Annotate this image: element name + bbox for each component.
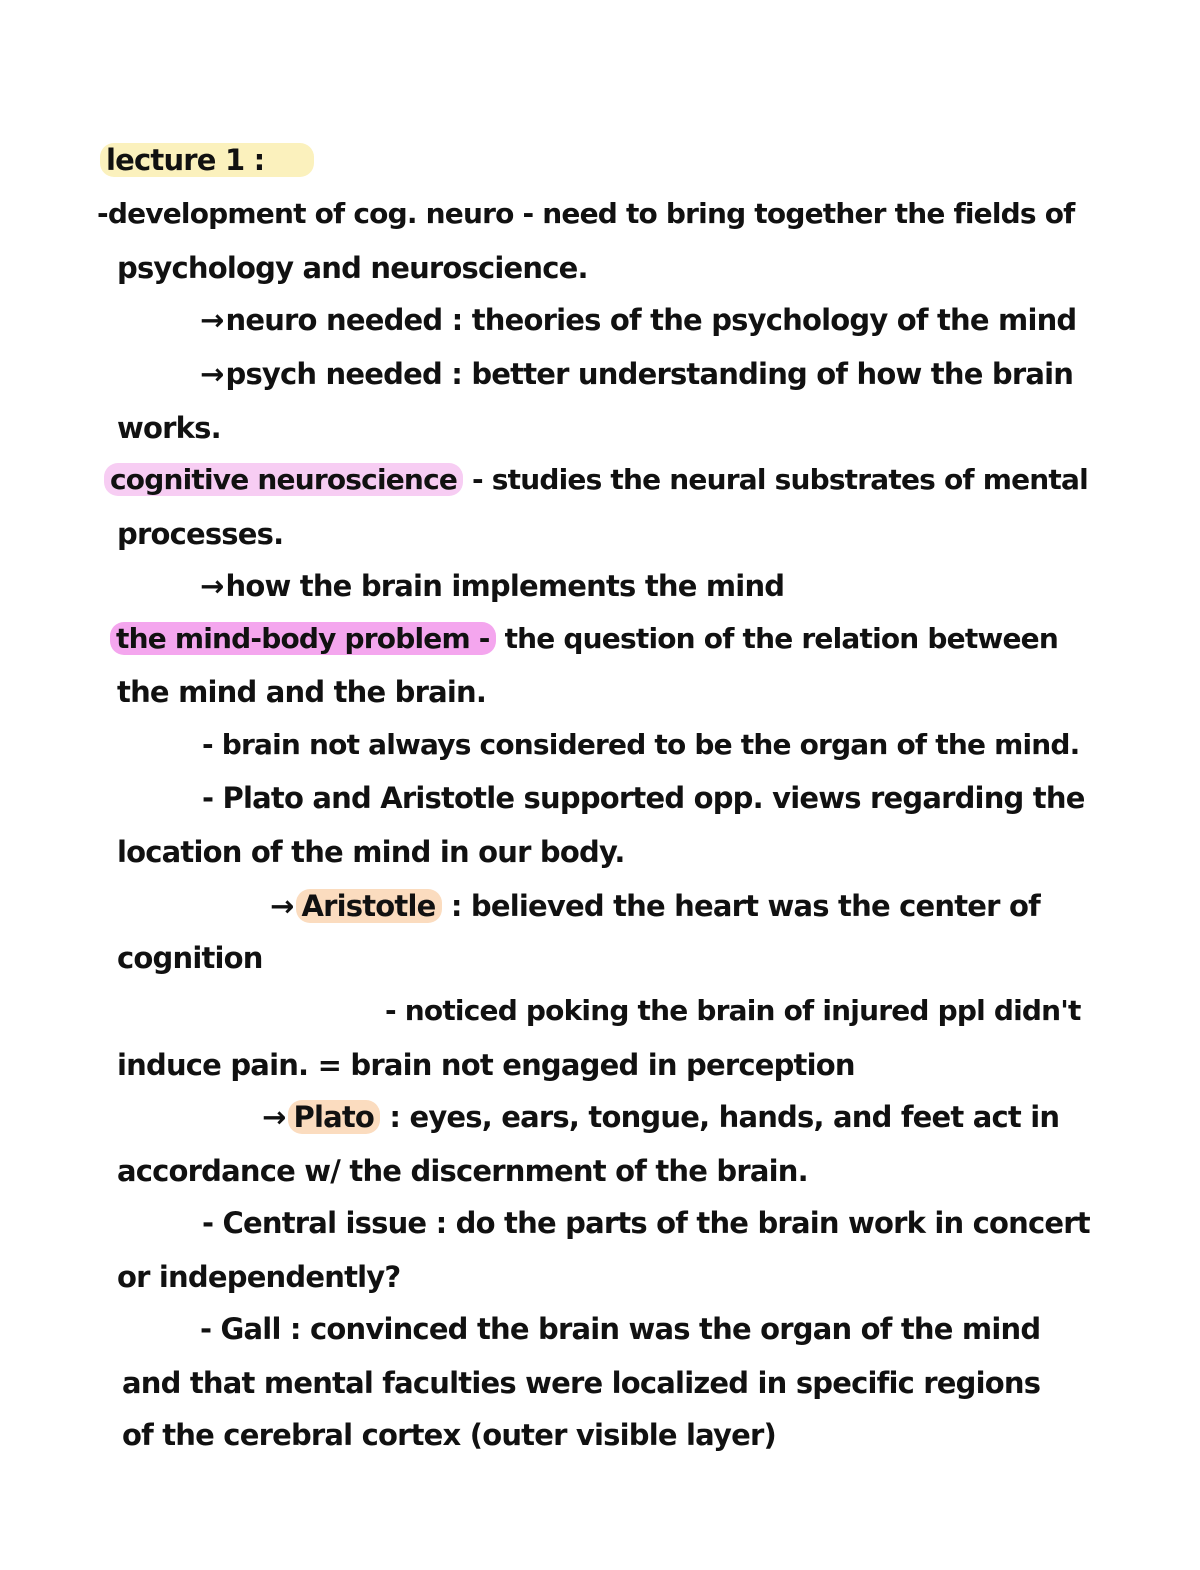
arrow-icon: → — [200, 569, 224, 603]
note-line-12: - Plato and Aristotle supported opp. views regarding the — [202, 781, 1085, 815]
note-line-14 — [270, 888, 1040, 924]
note-line-11: - brain not always considered to be the organ of the mind. — [202, 728, 1080, 761]
note-text: : eyes, ears, tongue, hands, and feet act in — [389, 1100, 1060, 1134]
note-line-1: -development of cog. neuro - need to bring together the fields of — [97, 197, 1075, 230]
term-mind-body-problem: the mind-body problem - — [110, 622, 496, 655]
note-line-22: - Gall : convinced the brain was the organ of the mind — [200, 1312, 1041, 1346]
arrow-icon: → — [200, 357, 224, 391]
note-line-10: the mind and the brain. — [117, 675, 487, 709]
note-line-17: induce pain. = brain not engaged in perception — [117, 1048, 855, 1082]
arrow-icon: → — [262, 1100, 286, 1134]
note-line-4 — [200, 356, 1073, 392]
note-line-24: of the cerebral cortex (outer visible layer) — [122, 1418, 776, 1452]
term-plato: Plato — [288, 1100, 381, 1134]
note-line-6 — [104, 462, 1088, 498]
term-aristotle: Aristotle — [296, 889, 442, 923]
note-line-20: - Central issue : do the parts of the brain work in concert — [202, 1206, 1090, 1240]
term-cognitive-neuroscience: cognitive neuroscience — [104, 463, 463, 496]
note-line-5: works. — [117, 411, 221, 445]
note-text: the question of the relation between — [504, 622, 1058, 655]
note-text: - studies the neural substrates of mental — [472, 463, 1088, 496]
note-line-3 — [200, 302, 1076, 338]
note-line-23: and that mental faculties were localized in specific regions — [122, 1366, 1041, 1400]
note-line-7: processes. — [117, 517, 284, 551]
note-line-13: location of the mind in our body. — [117, 835, 625, 869]
arrow-icon: → — [200, 303, 224, 337]
lecture-heading: lecture 1 : — [100, 143, 314, 177]
note-line-18 — [262, 1099, 1059, 1135]
note-text: how the brain implements the mind — [225, 569, 785, 603]
note-line-16: - noticed poking the brain of injured ppl didn't — [385, 994, 1081, 1027]
heading-line — [100, 142, 314, 178]
note-line-2: psychology and neuroscience. — [117, 251, 588, 285]
note-line-8 — [200, 568, 784, 604]
note-line-21: or independently? — [117, 1260, 401, 1294]
note-line-15: cognition — [117, 941, 263, 975]
note-line-19: accordance w/ the discernment of the brain. — [117, 1154, 808, 1188]
arrow-icon: → — [270, 889, 294, 923]
note-text: neuro needed : theories of the psychology of the mind — [225, 303, 1077, 337]
note-line-9 — [110, 621, 1058, 657]
note-text: psych needed : better understanding of how the brain — [225, 357, 1074, 391]
note-text: : believed the heart was the center of — [450, 889, 1040, 923]
